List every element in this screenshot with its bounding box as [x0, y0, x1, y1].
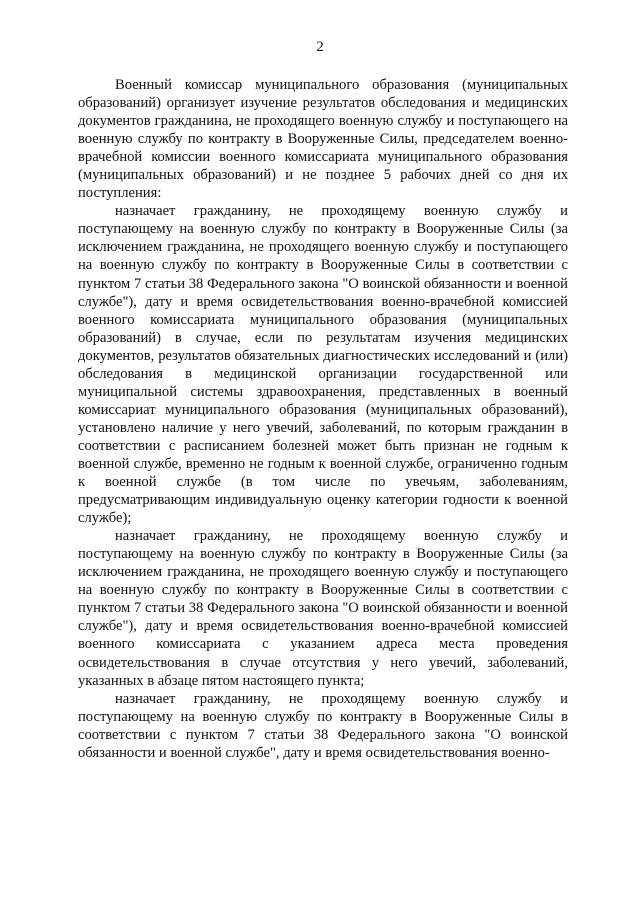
page-number: 2 [316, 39, 324, 55]
document-body [78, 76, 568, 762]
paragraph-item-3: назначает гражданину, не проходящему военную службу и поступающему на военную службу по контракту в Вооруженные Силы в соответствии с пунктом 7 статьи 38 Федерального закона "О воинской обязанности и военной службе", дату и время освидетельствования военно- [78, 690, 568, 761]
paragraph-item-2: назначает гражданину, не проходящему военную службу и поступающему на военную службу по контракту в Вооруженные Силы (за исключением гражданина, не проходящего военную службу и поступающего на военную службу по контракту в Вооруженные Силы в соответствии с пунктом 7 статьи 38 Федерального закона "О воинской обязанности и военной службе"), дату и время освидетельствования военно-врачебной комиссией военного комиссариата с указанием адреса места проведения освидетельствования в случае отсутствия у него увечий, заболеваний, указанных в абзаце пятом настоящего пункта; [78, 528, 568, 689]
paragraph-item-1: назначает гражданину, не проходящему военную службу и поступающему на военную службу по контракту в Вооруженные Силы (за исключением гражданина, не проходящего военную службу и поступающего на военную службу по контракту в Вооруженные Силы в соответствии с пунктом 7 статьи 38 Федерального закона "О воинской обязанности и военной службе"), дату и время освидетельствования военно-врачебной комиссией военного комиссариата муниципального образования (муниципальных образований) в случае, если по результатам изучения медицинских документов, результатов обязательных диагностических исследований и (или) обследования в медицинской организации государственной или муниципальной системы здравоохранения, представленных в военный комиссариат муниципального образования (муниципальных образований), установлено наличие у него увечий, заболеваний, по которым гражданин в соответствии с расписанием болезней может быть признан не годным к военной службе, временно не годным к военной службе, ограниченно годным к военной службе (в том числе по увечьям, заболеваниям, предусматривающим индивидуальную оценку категории годности к военной службе); [78, 203, 568, 527]
paragraph-intro: Военный комиссар муниципального образования (муниципальных образований) организует изучение результатов обследования и медицинских документов гражданина, не проходящего военную службу и поступающего на военную службу по контракту в Вооруженные Силы, председателем военно-врачебной комиссии военного комиссариата муниципального образования (муниципальных образований) и не позднее 5 рабочих дней со дня их поступления: [78, 77, 568, 202]
